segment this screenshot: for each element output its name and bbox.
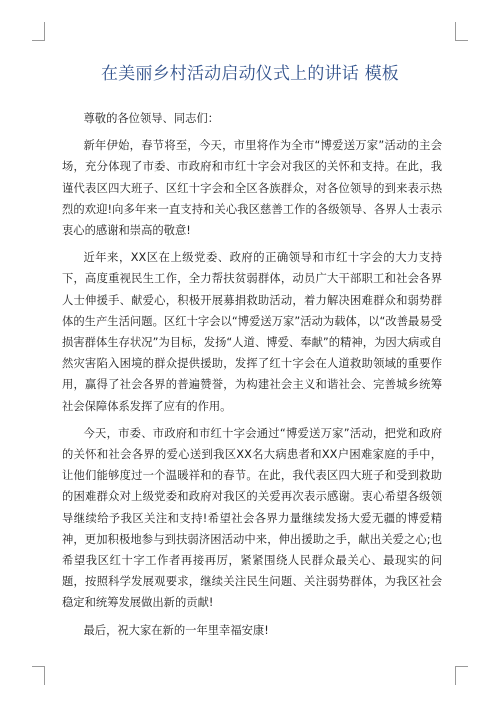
paragraph-3: 今天，市委、市政府和市红十字会通过“博爱送万家”活动，把党和政府的关怀和社会各界的爱心送到我区XX名大病患者和XX户困难家庭的手中，让他们能够度过一个温暖祥和的春节。在此，我代表区四大班子和受到救助的困难群众对上级党委和政府对我区的关爱再次表示感谢。衷心希望各级领导继续给予我区关注和支持!希望社会各界力量继续发扬大爱无疆的博爱精神，更加积极地参与到扶弱济困活动中来，伸出援助之手，献出关爱之心;也希望我区红十字工作者再接再厉，紧紧围绕人民群众最关心、最现实的问题，按照科学发展观要求，继续关注民生问题、关注弱势群体，为我区社会稳定和统筹发展做出新的贡献! — [62, 426, 442, 610]
document-title: 在美丽乡村活动启动仪式上的讲话 模板 — [100, 64, 399, 84]
crop-mark-bottom-left — [32, 666, 45, 685]
crop-mark-top-right — [455, 22, 468, 41]
paragraph-2: 近年来，XX区在上级党委、政府的正确领导和市红十字会的大力支持下，高度重视民生工作，全力帮扶贫弱群体，动员广大干部职工和社会各界人士伸援手、献爱心，积极开展募捐救助活动，着力解决困难群众和弱势群体的生产生活问题。区红十字会以“博爱送万家”活动为载体，以“改善最易受损害群体生存状况”为目标，发扬“人道、博爱、奉献”的精神，为因大病或自然灾害陷入困境的群众提供援助，发挥了红十字会在人道救助领域的重要作用，赢得了社会各界的普遍赞誉，为构建社会主义和谐社会、完善城乡统筹社会保障体系发挥了应有的作用。 — [62, 251, 442, 413]
salutation: 尊敬的各位领导、同志们： — [83, 112, 220, 125]
crop-mark-bottom-right — [455, 666, 468, 685]
crop-mark-top-left — [32, 22, 45, 41]
paragraph-1: 新年伊始，春节将至，今天，市里将作为全市“博爱送万家”活动的主会场，充分体现了市委、市政府和市红十字会对我区的关怀和支持。在此，我谨代表区四大班子、区红十字会和全区各族群众，对各位领导的到来表示热烈的欢迎!向多年来一直支持和关心我区慈善工作的各级领导、各界人士表示衷心的感谢和崇高的敬意! — [62, 139, 442, 238]
paragraph-4: 最后，祝大家在新的一年里幸福安康! — [83, 623, 269, 637]
document-body — [62, 108, 442, 647]
